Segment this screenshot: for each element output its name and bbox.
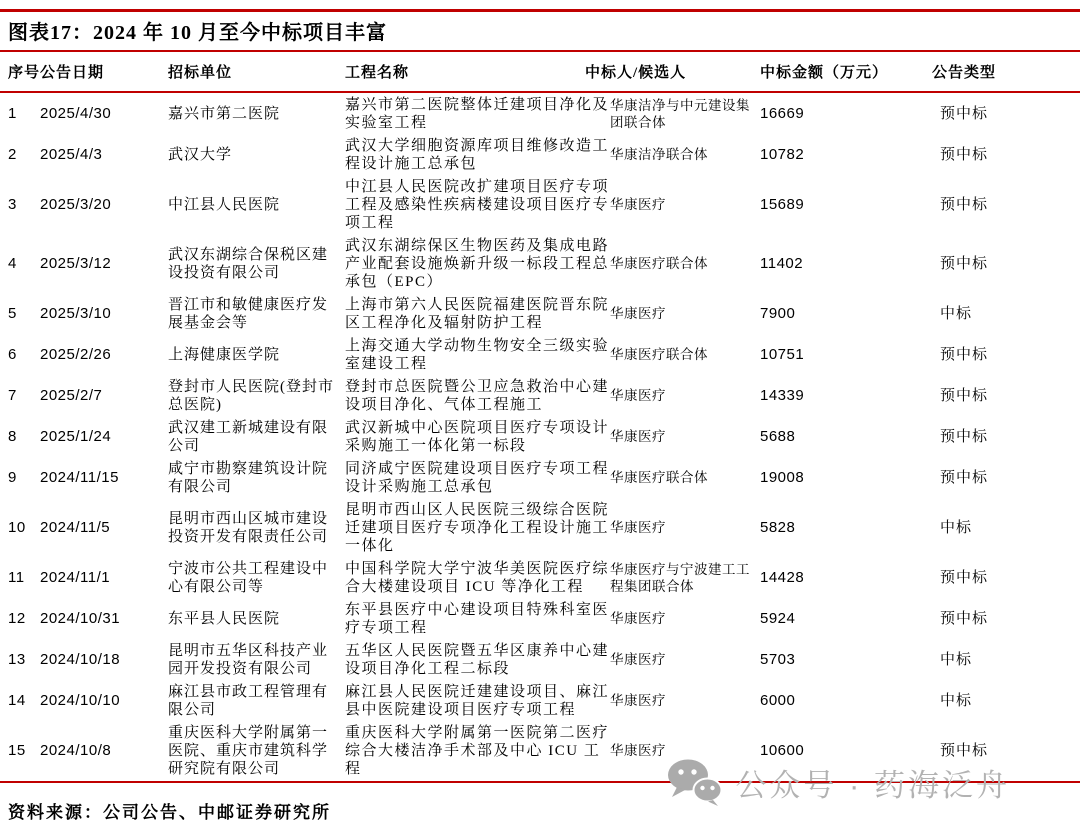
cell-date: 2025/4/30: [40, 104, 112, 122]
cell-bidder: 宁波市公共工程建设中心有限公司等: [168, 560, 329, 595]
cell-date: 2024/11/15: [40, 468, 119, 486]
cell-type: 中标: [940, 651, 973, 668]
table-row: [0, 293, 1080, 334]
table-row: [0, 416, 1080, 457]
cell-project: 上海市第六人民医院福建医院晋东院区工程净化及辐射防护工程: [345, 296, 610, 331]
cell-winner: 华康医疗: [610, 520, 666, 535]
cell-date: 2024/10/31: [40, 609, 121, 627]
cell-bidder: 昆明市五华区科技产业园开发投资有限公司: [168, 642, 329, 677]
cell-winner: 华康洁净联合体: [610, 147, 708, 162]
table-row: [0, 175, 1080, 234]
cell-amount: 5688: [760, 427, 796, 445]
cell-project: 昆明市西山区人民医院三级综合医院迁建项目医疗专项净化工程设计施工一体化: [345, 501, 610, 554]
cell-no: 4: [8, 254, 17, 272]
cell-type: 中标: [940, 305, 973, 322]
cell-winner: 华康医疗: [610, 652, 666, 667]
cell-type: 预中标: [940, 346, 989, 363]
table-header-row: [0, 52, 1080, 93]
cell-project: 登封市总医院暨公卫应急救治中心建设项目净化、气体工程施工: [345, 378, 610, 413]
cell-project: 上海交通大学动物生物安全三级实验室建设工程: [345, 337, 610, 372]
cell-no: 8: [8, 427, 17, 445]
cell-no: 14: [8, 691, 26, 709]
figure-title: 图表17：2024 年 10 月至今中标项目丰富: [8, 22, 387, 44]
cell-amount: 5703: [760, 650, 796, 668]
cell-no: 7: [8, 386, 17, 404]
cell-bidder: 武汉建工新城建设有限公司: [168, 419, 329, 454]
col-header-amount: 中标金额（万元）: [760, 65, 889, 81]
cell-type: 中标: [940, 692, 973, 709]
cell-type: 预中标: [940, 428, 989, 445]
cell-date: 2025/3/10: [40, 304, 112, 322]
cell-project: 武汉东湖综保区生物医药及集成电路产业配套设施焕新升级一标段工程总承包（EPC）: [345, 237, 610, 290]
figure-title-row: [0, 12, 1080, 52]
cell-winner: 华康医疗联合体: [610, 256, 708, 271]
cell-date: 2025/2/26: [40, 345, 112, 363]
cell-date: 2025/3/20: [40, 195, 112, 213]
col-header-winner: 中标人/候选人: [585, 65, 687, 81]
col-header-project: 工程名称: [345, 65, 410, 81]
cell-no: 12: [8, 609, 26, 627]
report-figure: [0, 9, 1080, 823]
col-header-no: 序号: [8, 65, 41, 81]
cell-type: 预中标: [940, 255, 989, 272]
cell-winner: 华康医疗: [610, 388, 666, 403]
cell-type: 预中标: [940, 742, 989, 759]
cell-date: 2025/2/7: [40, 386, 103, 404]
cell-type: 中标: [940, 519, 973, 536]
cell-amount: 10751: [760, 345, 805, 363]
cell-winner: 华康医疗: [610, 693, 666, 708]
cell-no: 10: [8, 518, 26, 536]
cell-no: 13: [8, 650, 26, 668]
cell-date: 2024/11/1: [40, 568, 111, 586]
cell-amount: 19008: [760, 468, 805, 486]
cell-type: 预中标: [940, 196, 989, 213]
table-row: [0, 639, 1080, 680]
cell-no: 3: [8, 195, 17, 213]
cell-type: 预中标: [940, 469, 989, 486]
cell-date: 2024/10/8: [40, 741, 112, 759]
cell-type: 预中标: [940, 569, 989, 586]
cell-amount: 15689: [760, 195, 805, 213]
cell-winner: 华康医疗: [610, 306, 666, 321]
cell-date: 2024/11/5: [40, 518, 111, 536]
cell-project: 重庆医科大学附属第一医院第二医疗综合大楼洁净手术部及中心 ICU 工程: [345, 724, 610, 777]
cell-amount: 16669: [760, 104, 805, 122]
cell-bidder: 上海健康医学院: [168, 346, 281, 363]
cell-date: 2025/1/24: [40, 427, 112, 445]
cell-amount: 14428: [760, 568, 805, 586]
cell-type: 预中标: [940, 105, 989, 122]
cell-winner: 华康医疗: [610, 611, 666, 626]
table-row: [0, 680, 1080, 721]
cell-bidder: 咸宁市勘察建筑设计院有限公司: [168, 460, 329, 495]
table-body: [0, 93, 1080, 780]
cell-project: 武汉新城中心医院项目医疗专项设计采购施工一体化第一标段: [345, 419, 610, 454]
cell-no: 9: [8, 468, 17, 486]
col-header-bidder: 招标单位: [168, 65, 233, 81]
cell-no: 5: [8, 304, 17, 322]
table-row: [0, 498, 1080, 557]
cell-bidder: 东平县人民医院: [168, 610, 281, 627]
cell-amount: 10600: [760, 741, 805, 759]
cell-project: 中国科学院大学宁波华美医院医疗综合大楼建设项目 ICU 等净化工程: [345, 560, 610, 595]
cell-winner: 华康医疗: [610, 743, 666, 758]
cell-bidder: 重庆医科大学附属第一医院、重庆市建筑科学研究院有限公司: [168, 724, 329, 777]
cell-bidder: 晋江市和敏健康医疗发展基金会等: [168, 296, 329, 331]
table-row: [0, 334, 1080, 375]
cell-type: 预中标: [940, 387, 989, 404]
cell-project: 麻江县人民医院迁建建设项目、麻江县中医院建设项目医疗专项工程: [345, 683, 610, 718]
cell-project: 五华区人民医院暨五华区康养中心建设项目净化工程二标段: [345, 642, 610, 677]
cell-no: 1: [8, 104, 17, 122]
cell-project: 武汉大学细胞资源库项目维修改造工程设计施工总承包: [345, 137, 610, 172]
table-row: [0, 598, 1080, 639]
watermark: [667, 758, 1010, 806]
cell-bidder: 昆明市西山区城市建设投资开发有限责任公司: [168, 510, 329, 545]
cell-bidder: 武汉东湖综合保税区建设投资有限公司: [168, 246, 329, 281]
cell-bidder: 嘉兴市第二医院: [168, 105, 281, 122]
cell-type: 预中标: [940, 610, 989, 627]
cell-no: 6: [8, 345, 17, 363]
cell-no: 15: [8, 741, 26, 759]
cell-winner: 华康医疗联合体: [610, 347, 708, 362]
cell-project: 东平县医疗中心建设项目特殊科室医疗专项工程: [345, 601, 610, 636]
cell-project: 同济咸宁医院建设项目医疗专项工程设计采购施工总承包: [345, 460, 610, 495]
cell-bidder: 中江县人民医院: [168, 196, 281, 213]
table-row: [0, 375, 1080, 416]
cell-amount: 5924: [760, 609, 796, 627]
cell-winner: 华康医疗: [610, 429, 666, 444]
table-row: [0, 457, 1080, 498]
cell-bidder: 登封市人民医院(登封市总医院): [168, 378, 334, 413]
table-row: [0, 93, 1080, 134]
cell-winner: 华康医疗联合体: [610, 470, 708, 485]
table-row: [0, 134, 1080, 175]
cell-winner: 华康医疗: [610, 197, 666, 212]
cell-no: 2: [8, 145, 17, 163]
cell-project: 嘉兴市第二医院整体迁建项目净化及实验室工程: [345, 96, 610, 131]
cell-date: 2025/3/12: [40, 254, 112, 272]
col-header-date: 公告日期: [40, 65, 105, 81]
cell-date: 2024/10/10: [40, 691, 121, 709]
cell-amount: 11402: [760, 254, 804, 272]
cell-bidder: 麻江县市政工程管理有限公司: [168, 683, 329, 718]
cell-winner: 华康医疗与宁波建工工程集团联合体: [610, 561, 750, 594]
cell-amount: 5828: [760, 518, 796, 536]
cell-no: 11: [8, 568, 25, 586]
source-note: 资料来源：公司公告、中邮证券研究所: [8, 803, 331, 822]
col-header-type: 公告类型: [932, 65, 997, 81]
table-row: [0, 557, 1080, 598]
cell-winner: 华康洁净与中元建设集团联合体: [610, 97, 750, 130]
cell-date: 2025/4/3: [40, 145, 103, 163]
cell-bidder: 武汉大学: [168, 146, 233, 163]
cell-date: 2024/10/18: [40, 650, 121, 668]
wechat-icon: [667, 758, 723, 806]
watermark-text: 公众号 · 药海泛舟: [735, 767, 1010, 803]
cell-amount: 10782: [760, 145, 805, 163]
cell-project: 中江县人民医院改扩建项目医疗专项工程及感染性疾病楼建设项目医疗专项工程: [345, 178, 610, 231]
cell-amount: 14339: [760, 386, 805, 404]
cell-amount: 7900: [760, 304, 796, 322]
table-row: [0, 234, 1080, 293]
cell-type: 预中标: [940, 146, 989, 163]
cell-amount: 6000: [760, 691, 796, 709]
